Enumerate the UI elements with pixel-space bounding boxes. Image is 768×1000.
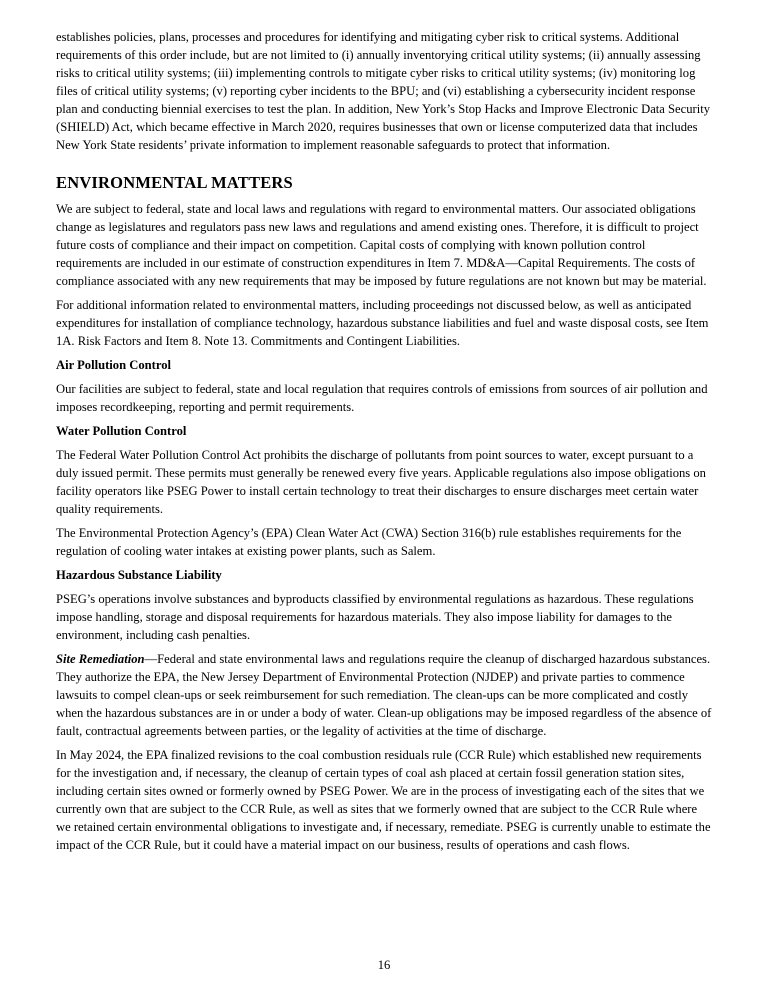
document-body	[56, 28, 712, 860]
subheading-air-pollution: Air Pollution Control	[56, 358, 171, 372]
environmental-paragraph-1: We are subject to federal, state and local laws and regulations with regard to environmental matters. Our associated obligations change as legislatures and regulators pass new laws and regulations and amend existing ones. Therefore, it is difficult to project future costs of compliance and their impact on competition. Capital costs of complying with known pollution control requirements are included in our estimate of construction expenditures in Item 7. MD&A—Capital Requirements. The costs of compliance associated with any new requirements that may be imposed by future regulations are not known but may be material.	[56, 202, 707, 288]
subheading-water-pollution: Water Pollution Control	[56, 424, 187, 438]
environmental-paragraph-2: For additional information related to environmental matters, including proceedings not discussed below, as well as anticipated expenditures for installation of compliance technology, hazardous substance liabilities and fuel and waste disposal costs, see Item 1A. Risk Factors and Item 8. Note 13. Commitments and Contingent Liabilities.	[56, 298, 709, 348]
page-number: 16	[377, 958, 391, 972]
water-paragraph-2: The Environmental Protection Agency’s (EPA) Clean Water Act (CWA) Section 316(b) rule establishes requirements for the regulation of cooling water intakes at existing power plants, such as Salem.	[56, 526, 682, 558]
section-heading-environmental: ENVIRONMENTAL MATTERS	[56, 173, 293, 192]
water-paragraph-1: The Federal Water Pollution Control Act prohibits the discharge of pollutants from point sources to water, except pursuant to a duly issued permit. These permits must generally be renewed every five years. Applicable regulations also impose obligations on facility operators like PSEG Power to install certain technology to treat their discharges to ensure discharges meet certain water quality requirements.	[56, 448, 706, 516]
hazardous-paragraph-1: PSEG’s operations involve substances and byproducts classified by environmental regulations as hazardous. These regulations impose handling, storage and disposal requirements for hazardous materials. They also impose liability for damages to the environment, including cash penalties.	[56, 592, 694, 642]
subheading-hazardous-substance: Hazardous Substance Liability	[56, 568, 222, 582]
site-remediation-lead: Site Remediation	[56, 652, 145, 666]
site-remediation-text: —Federal and state environmental laws and regulations require the cleanup of discharged hazardous substances. They authorize the EPA, the New Jersey Department of Environmental Protection (NJDEP) and private parties to commence lawsuits to compel clean-ups or seek reimbursement for such remediation. The clean-ups can be more complicated and costly when the hazardous substances are in or under a body of water. Clean-up obligations may be imposed regardless of the absence of fault, contractual agreements between parties, or the legality of activities at the time of discharge.	[56, 652, 712, 738]
air-paragraph: Our facilities are subject to federal, state and local regulation that requires controls of emissions from sources of air pollution and imposes recordkeeping, reporting and permit requirements.	[56, 382, 708, 414]
site-remediation-paragraph	[56, 650, 712, 740]
ccr-rule-paragraph: In May 2024, the EPA finalized revisions to the coal combustion residuals rule (CCR Rule) which established new requirements for the investigation and, if necessary, the cleanup of certain types of coal ash placed at certain fossil generation station sites, including certain sites owned or formerly owned by PSEG Power. We are in the process of investigating each of the sites that we currently own that are subject to the CCR Rule, as well as sites that we formerly owned that are subject to the CCR Rule where we retained certain environmental obligations to investigate and, if necessary, remediate. PSEG is currently unable to estimate the impact of the CCR Rule, but it could have a material impact on our business, results of operations and cash flows.	[56, 748, 711, 852]
cyber-paragraph: establishes policies, plans, processes and procedures for identifying and mitigating cyber risk to critical systems. Additional requirements of this order include, but are not limited to (i) annually inventorying critical utility systems; (ii) annually assessing risks to critical utility systems; (iii) implementing controls to mitigate cyber risks to critical utility systems; (iv) monitoring log files of critical utility systems; (v) reporting cyber incidents to the BPU; and (vi) establishing a cybersecurity incident response plan and conducting biennial exercises to test the plan. In addition, New York’s Stop Hacks and Improve Electronic Data Security (SHIELD) Act, which became effective in March 2020, requires businesses that own or license computerized data that includes New York State residents’ private information to implement reasonable safeguards to protect that information.	[56, 30, 711, 152]
